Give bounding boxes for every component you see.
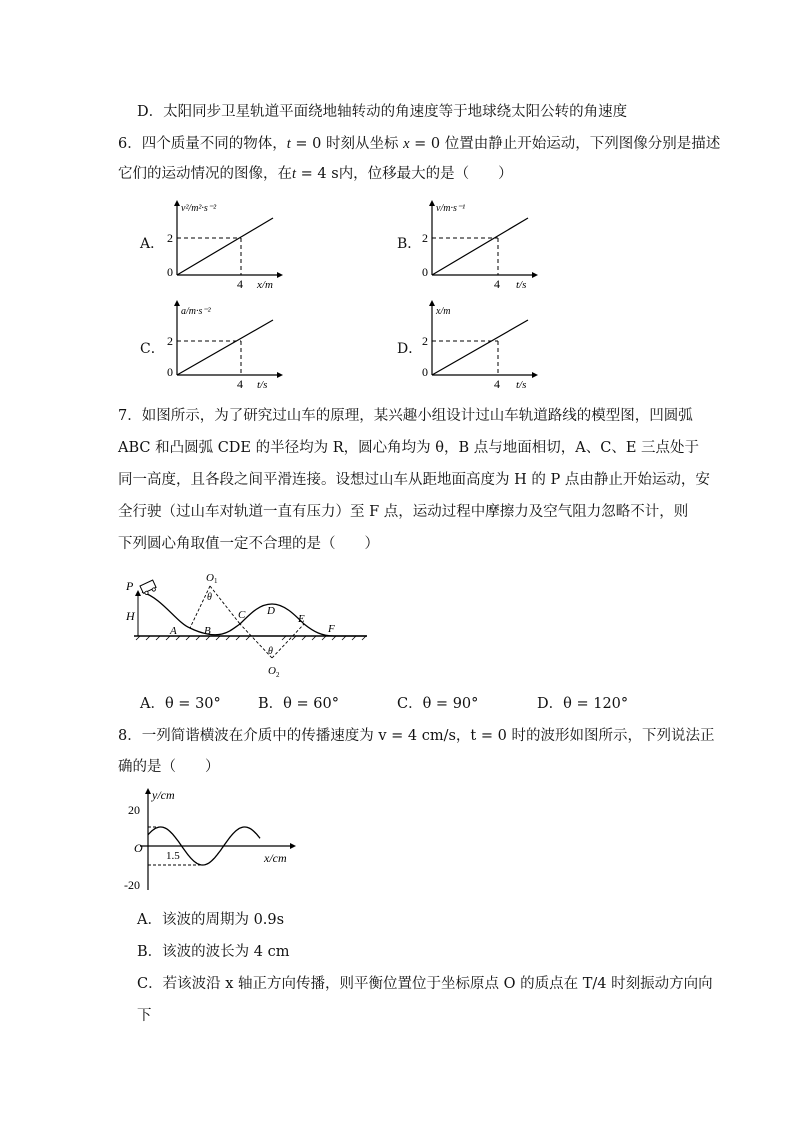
graph-d-xlabel: t/s [516,379,527,391]
q8-stem-line2: 确的是（ ） [118,759,220,775]
graph-c-ylabel: a/m·s⁻² [181,306,211,317]
q6-graph-b [420,200,540,295]
q7-label-o2: O [268,665,276,677]
wave-xtick: 1.5 [166,850,180,862]
graph-b-xlabel: t/s [516,279,527,291]
q7-label-d: D [267,605,275,617]
graph-d-origin: 0 [422,365,428,379]
q7-stem-line5: 下列圆心角取值一定不合理的是（ ） [118,536,379,552]
q6-option-c-label: C． [140,341,165,357]
q7-label-h: H [126,609,135,623]
graph-b-xtick: 4 [494,277,500,291]
graph-a-origin: 0 [167,265,173,279]
svg-text:2: 2 [276,671,280,679]
graph-c-xlabel: t/s [257,379,268,391]
q7-stem-line2: ABC 和凸圆弧 CDE 的半径均为 R，圆心角均为 θ，B 点与地面相切，A、C、E 三点处于 [118,440,700,456]
graph-a-ytick: 2 [167,231,173,245]
q7-roller-coaster-figure [122,568,372,686]
q7-option-d: D．θ = 120° [537,696,629,712]
q7-stem-line3: 同一高度，且各段之间平滑连接。设想过山车从距地面高度为 H 的 P 点由静止开始运动，安 [118,472,710,488]
wave-ytick-top: 20 [128,803,140,817]
q6-graph-c [165,300,285,395]
q8-stem-line1: 8．一列简谐横波在介质中的传播速度为 v = 4 cm/s，t = 0 时的波形如图所示，下列说法正 [118,728,715,744]
graph-a-ylabel: v²/m²·s⁻² [181,203,217,214]
q7-label-p: P [126,579,134,593]
graph-c-origin: 0 [167,365,173,379]
q7-option-a: A．θ = 30° [140,696,221,712]
graph-c-xtick: 4 [237,377,243,391]
graph-b-ytick: 2 [422,231,428,245]
graph-c-ytick: 2 [167,334,173,348]
q8-option-c-line2: 下 [137,1008,152,1024]
q7-label-e: E [298,613,305,625]
wave-ytick-bottom: -20 [124,878,140,892]
wave-xlabel: x/cm [264,851,287,865]
q6-graph-d [420,300,540,395]
q5-option-d: D．太阳同步卫星轨道平面绕地轴转动的角速度等于地球绕太阳公转的角速度 [137,104,628,120]
q6-option-b-label: B． [397,236,422,252]
q6-option-a-label: A． [140,236,165,252]
svg-text:1: 1 [214,577,218,585]
q8-option-c-line1: C．若该波沿 x 轴正方向传播，则平衡位置位于坐标原点 O 的质点在 T/4 时刻振动方向向 [137,976,713,992]
q7-label-a: A [170,625,177,637]
q8-option-a: A．该波的周期为 0.9s [137,912,285,928]
q7-stem-line1: 7．如图所示，为了研究过山车的原理，某兴趣小组设计过山车轨道路线的模型图，凹圆弧 [118,408,693,424]
graph-d-xtick: 4 [494,377,500,391]
graph-d-ytick: 2 [422,334,428,348]
graph-d-ylabel: x/m [436,306,451,317]
q6-stem-line1: 6．四个质量不同的物体，t = 0 时刻从坐标 x = 0 位置由静止开始运动，下列图像分别是描述 [118,136,721,152]
graph-b-origin: 0 [422,265,428,279]
q6-stem-line2: 它们的运动情况的图像，在t = 4 s内，位移最大的是（ ） [118,166,513,182]
graph-a-xlabel: x/m [257,279,273,291]
q6-graph-a [165,200,285,295]
q8-wave-chart [122,786,302,896]
q7-option-b: B．θ = 60° [258,696,339,712]
wave-origin: O [134,841,143,855]
q7-label-o1: O [206,572,214,584]
q7-theta-2: θ [268,646,273,657]
q7-theta-1: θ [207,592,212,603]
q6-option-d-label: D． [397,341,423,357]
q7-stem-line4: 全行驶（过山车对轨道一直有压力）至 F 点，运动过程中摩擦力及空气阻力忽略不计，则 [118,504,689,520]
wave-ylabel: y/cm [152,788,175,802]
q8-option-b: B．该波的波长为 4 cm [137,944,290,960]
q7-label-f: F [328,623,335,635]
q7-label-c: C [238,609,246,621]
graph-a-xtick: 4 [237,277,243,291]
q7-option-c: C．θ = 90° [397,696,479,712]
graph-b-ylabel: v/m·s⁻¹ [436,203,466,214]
q7-label-b: B [204,625,211,637]
